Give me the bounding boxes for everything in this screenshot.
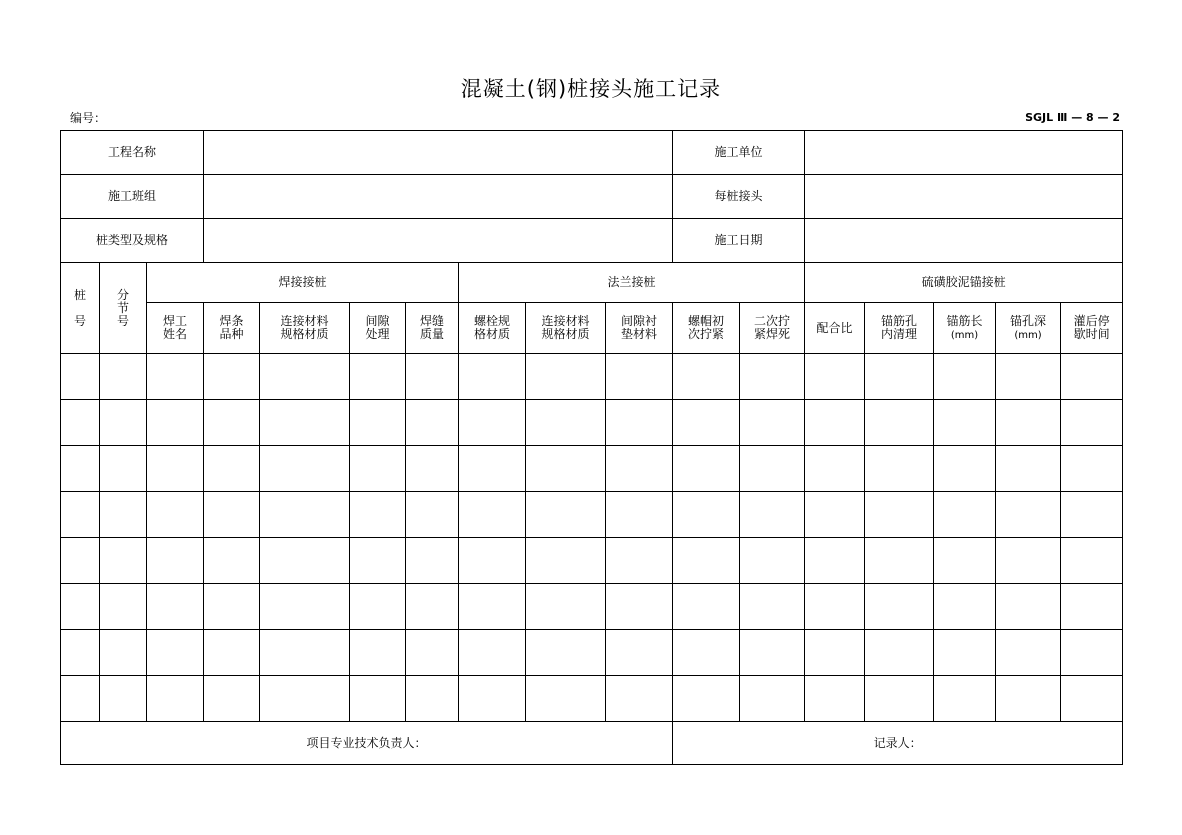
label-project-name: 工程名称 — [61, 131, 204, 175]
data-cell[interactable] — [459, 492, 526, 538]
data-cell[interactable] — [526, 630, 606, 676]
data-cell[interactable] — [673, 676, 740, 722]
data-cell[interactable] — [996, 630, 1061, 676]
data-cell[interactable] — [934, 538, 996, 584]
header-second-tight: 二次拧 紧焊死 — [740, 303, 805, 354]
data-cell[interactable] — [61, 492, 100, 538]
data-cell[interactable] — [606, 492, 673, 538]
header-pause-time: 灌后停 歇时间 — [1061, 303, 1123, 354]
data-cell[interactable] — [673, 630, 740, 676]
header-bolt-spec: 螺栓规 格材质 — [459, 303, 526, 354]
header-flange-group: 法兰接桩 — [459, 263, 805, 303]
label-joints-per-pile: 每桩接头 — [673, 175, 805, 219]
header-hole-depth — [996, 303, 1061, 354]
data-cell[interactable] — [865, 492, 934, 538]
data-cell[interactable] — [260, 584, 350, 630]
data-cell[interactable] — [996, 492, 1061, 538]
data-cell[interactable] — [100, 400, 147, 446]
field-construction-date[interactable] — [805, 219, 1123, 263]
data-cell[interactable] — [350, 400, 406, 446]
data-cell[interactable] — [147, 492, 204, 538]
data-cell[interactable] — [260, 354, 350, 400]
data-cell[interactable] — [147, 400, 204, 446]
data-cell[interactable] — [1061, 584, 1123, 630]
header-electrode-type: 焊条 品种 — [204, 303, 260, 354]
table-row — [61, 630, 1123, 676]
field-joints-per-pile[interactable] — [805, 175, 1123, 219]
data-cell[interactable] — [61, 354, 100, 400]
header-sulfur-group: 硫磺胶泥锚接桩 — [805, 263, 1123, 303]
data-cell[interactable] — [260, 446, 350, 492]
data-cell[interactable] — [350, 492, 406, 538]
data-cell[interactable] — [260, 630, 350, 676]
data-cell[interactable] — [459, 676, 526, 722]
page-title: 混凝土(钢)桩接头施工记录 — [460, 77, 722, 101]
header-gap-shim: 间隙衬 垫材料 — [606, 303, 673, 354]
header-pile-no: 桩 号 — [61, 263, 100, 354]
data-cell[interactable] — [147, 676, 204, 722]
data-cell[interactable] — [934, 492, 996, 538]
data-cell[interactable] — [865, 354, 934, 400]
data-cell[interactable] — [865, 676, 934, 722]
data-cell[interactable] — [406, 354, 459, 400]
data-cell[interactable] — [526, 400, 606, 446]
data-cell[interactable] — [996, 446, 1061, 492]
data-cell[interactable] — [350, 584, 406, 630]
data-cell[interactable] — [526, 676, 606, 722]
data-cell[interactable] — [406, 492, 459, 538]
data-cell[interactable] — [740, 676, 805, 722]
data-cell[interactable] — [526, 584, 606, 630]
data-cell[interactable] — [406, 584, 459, 630]
footer-tech-lead: 项目专业技术负责人： — [61, 722, 673, 765]
data-cell[interactable] — [61, 676, 100, 722]
data-cell[interactable] — [1061, 630, 1123, 676]
data-cell[interactable] — [406, 676, 459, 722]
data-cell[interactable] — [865, 630, 934, 676]
data-cell[interactable] — [805, 584, 865, 630]
data-cell[interactable] — [1061, 354, 1123, 400]
data-cell[interactable] — [1061, 492, 1123, 538]
header-nut-first-tight: 螺帽初 次拧紧 — [673, 303, 740, 354]
header-section-no: 分 节 号 — [100, 263, 147, 354]
data-cell[interactable] — [204, 676, 260, 722]
data-cell[interactable] — [459, 354, 526, 400]
code-label: 编号： — [70, 111, 107, 125]
data-cell[interactable] — [606, 538, 673, 584]
data-cell[interactable] — [865, 538, 934, 584]
data-cell[interactable] — [459, 584, 526, 630]
bar-length-label: 锚筋长 — [946, 313, 983, 328]
label-construction-date: 施工日期 — [673, 219, 805, 263]
data-cell[interactable] — [204, 354, 260, 400]
hole-depth-unit: (mm) — [1014, 329, 1042, 341]
header-welding-group: 焊接接桩 — [147, 263, 459, 303]
data-cell[interactable] — [740, 446, 805, 492]
data-cell[interactable] — [526, 492, 606, 538]
data-cell[interactable] — [805, 400, 865, 446]
footer-recorder: 记录人： — [673, 722, 1123, 765]
data-cell[interactable] — [350, 676, 406, 722]
header-flange-material: 连接材料 规格材质 — [526, 303, 606, 354]
data-cell[interactable] — [673, 492, 740, 538]
data-cell[interactable] — [204, 446, 260, 492]
table-row — [61, 492, 1123, 538]
data-cell[interactable] — [934, 630, 996, 676]
data-cell[interactable] — [100, 354, 147, 400]
data-cell[interactable] — [260, 400, 350, 446]
data-cell[interactable] — [934, 400, 996, 446]
data-cell[interactable] — [260, 492, 350, 538]
bar-length-unit: (mm) — [950, 329, 979, 341]
header-welder-name: 焊工 姓名 — [147, 303, 204, 354]
data-cell[interactable] — [350, 446, 406, 492]
data-cell[interactable] — [147, 630, 204, 676]
header-hole-clean: 锚筋孔 内清理 — [865, 303, 934, 354]
data-cell[interactable] — [61, 630, 100, 676]
form-id: SGJL Ⅲ — 8 — 2 — [1025, 111, 1120, 124]
data-cell[interactable] — [805, 446, 865, 492]
data-cell[interactable] — [204, 492, 260, 538]
data-cell[interactable] — [406, 446, 459, 492]
data-cell[interactable] — [1061, 400, 1123, 446]
record-table — [60, 130, 1123, 765]
data-cell[interactable] — [606, 676, 673, 722]
data-cell[interactable] — [606, 446, 673, 492]
data-cell[interactable] — [934, 584, 996, 630]
data-cell[interactable] — [606, 400, 673, 446]
data-cell[interactable] — [805, 538, 865, 584]
label-team: 施工班组 — [61, 175, 204, 219]
data-cell[interactable] — [1061, 676, 1123, 722]
data-cell[interactable] — [996, 676, 1061, 722]
header-bar-length — [934, 303, 996, 354]
data-cell[interactable] — [934, 446, 996, 492]
label-construction-unit: 施工单位 — [673, 131, 805, 175]
data-cell[interactable] — [865, 584, 934, 630]
data-cell[interactable] — [100, 538, 147, 584]
data-cell[interactable] — [934, 354, 996, 400]
data-cell[interactable] — [459, 630, 526, 676]
data-cell[interactable] — [147, 538, 204, 584]
data-cell[interactable] — [350, 538, 406, 584]
data-cell[interactable] — [673, 538, 740, 584]
data-cell[interactable] — [459, 400, 526, 446]
data-cell[interactable] — [996, 538, 1061, 584]
table-row — [61, 538, 1123, 584]
data-cell[interactable] — [1061, 538, 1123, 584]
data-cell[interactable] — [100, 676, 147, 722]
table-row — [61, 400, 1123, 446]
table-row — [61, 584, 1123, 630]
data-cell[interactable] — [406, 630, 459, 676]
data-cell[interactable] — [996, 584, 1061, 630]
data-cell[interactable] — [526, 446, 606, 492]
data-cell[interactable] — [865, 400, 934, 446]
data-cell[interactable] — [673, 400, 740, 446]
data-cell[interactable] — [147, 446, 204, 492]
data-cell[interactable] — [204, 538, 260, 584]
data-cell[interactable] — [606, 584, 673, 630]
data-cell[interactable] — [673, 446, 740, 492]
table-row — [61, 446, 1123, 492]
label-pile-type: 桩类型及规格 — [61, 219, 204, 263]
field-pile-type[interactable] — [204, 219, 673, 263]
data-cell[interactable] — [526, 538, 606, 584]
table-row — [61, 676, 1123, 722]
header-weld-material: 连接材料 规格材质 — [260, 303, 350, 354]
data-cell[interactable] — [61, 584, 100, 630]
data-cell[interactable] — [805, 354, 865, 400]
data-cell[interactable] — [406, 400, 459, 446]
data-cell[interactable] — [459, 446, 526, 492]
data-cell[interactable] — [204, 400, 260, 446]
header-weld-quality: 焊缝 质量 — [406, 303, 459, 354]
data-cell[interactable] — [100, 630, 147, 676]
data-cell[interactable] — [996, 354, 1061, 400]
data-cell[interactable] — [100, 584, 147, 630]
data-cell[interactable] — [147, 354, 204, 400]
data-cell[interactable] — [526, 354, 606, 400]
data-cell[interactable] — [740, 538, 805, 584]
data-cell[interactable] — [147, 584, 204, 630]
data-cell[interactable] — [740, 492, 805, 538]
data-cell[interactable] — [204, 630, 260, 676]
data-cell[interactable] — [100, 446, 147, 492]
data-cell[interactable] — [100, 492, 147, 538]
data-cell[interactable] — [204, 584, 260, 630]
data-cell[interactable] — [406, 538, 459, 584]
field-construction-unit[interactable] — [805, 131, 1123, 175]
data-cell[interactable] — [865, 446, 934, 492]
data-cell[interactable] — [260, 676, 350, 722]
data-cell[interactable] — [740, 354, 805, 400]
data-cell[interactable] — [260, 538, 350, 584]
header-mix-ratio: 配合比 — [805, 303, 865, 354]
data-cell[interactable] — [805, 630, 865, 676]
data-cell[interactable] — [934, 676, 996, 722]
data-cell[interactable] — [61, 400, 100, 446]
data-cell[interactable] — [673, 584, 740, 630]
data-cell[interactable] — [350, 630, 406, 676]
field-team[interactable] — [204, 175, 673, 219]
data-cell[interactable] — [740, 400, 805, 446]
data-cell[interactable] — [606, 630, 673, 676]
data-cell[interactable] — [740, 630, 805, 676]
data-cell[interactable] — [459, 538, 526, 584]
hole-depth-label: 锚孔深 — [1010, 313, 1047, 328]
header-gap-treatment: 间隙 处理 — [350, 303, 406, 354]
data-cell[interactable] — [350, 354, 406, 400]
table-row — [61, 354, 1123, 400]
data-cell[interactable] — [805, 676, 865, 722]
data-cell[interactable] — [606, 354, 673, 400]
data-cell[interactable] — [61, 446, 100, 492]
data-cell[interactable] — [673, 354, 740, 400]
data-cell[interactable] — [805, 492, 865, 538]
data-cell[interactable] — [740, 584, 805, 630]
data-cell[interactable] — [61, 538, 100, 584]
data-cell[interactable] — [996, 400, 1061, 446]
data-cell[interactable] — [1061, 446, 1123, 492]
field-project-name[interactable] — [204, 131, 673, 175]
